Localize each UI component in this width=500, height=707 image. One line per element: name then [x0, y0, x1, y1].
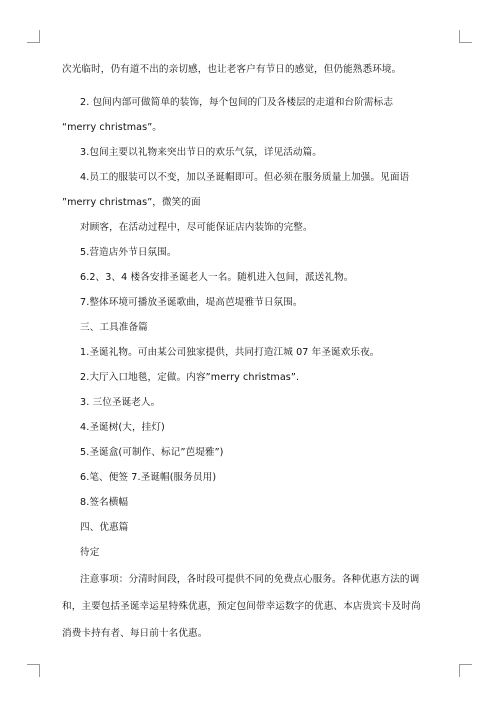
text-line: 1.圣诞礼物。可由某公司独家提供，共同打造江城 07 年圣诞欢乐夜。 [80, 347, 380, 358]
text-line: 消费卡持有者、每日前十名优惠。 [62, 628, 208, 639]
text-line: 6.笔、便签 7.圣诞帽(服务员用) [80, 472, 217, 483]
crop-mark-bottom-left [27, 664, 40, 677]
text-line: ”merry christmas”，微笑的面 [62, 197, 201, 208]
crop-mark-bottom-right [459, 664, 472, 677]
crop-mark-top-right [459, 30, 472, 43]
text-line: 待定 [80, 547, 100, 558]
text-line: 8.签名横幅 [80, 497, 129, 508]
text-line: 2. 包间内部可做简单的装饰，每个包间的门及各楼层的走道和台阶需标志 [80, 97, 394, 108]
text-line: 3. 三位圣诞老人。 [80, 397, 161, 408]
section-heading: 四、优惠篇 [80, 522, 129, 533]
text-line: 6.2、3、4 楼各安排圣诞老人一名。随机进入包间，派送礼物。 [80, 272, 354, 283]
text-line: 4.员工的服装可以不变，加以圣诞帽即可。但必须在服务质量上加强。见面语 [80, 172, 410, 183]
text-line: “merry christmas”。 [62, 122, 162, 133]
text-line: 5.营造店外节日氛围。 [80, 247, 177, 258]
text-line: 注意事项：分清时间段，各时段可提供不同的免费点心服务。各种优惠方法的调 [80, 574, 420, 585]
text-line: 和，主要包括圣诞幸运星特殊优惠，预定包间带幸运数字的优惠、本店贵宾卡及时尚 [62, 601, 421, 612]
text-line: 对顾客，在活动过程中，尽可能保证店内装饰的完整。 [80, 222, 313, 233]
text-line: 次光临时，仍有道不出的亲切感，也让老客户有节日的感觉，但仍能熟悉环境。 [62, 64, 402, 75]
text-line: 2.大厅入口地毯，定做。内容”merry christmas”. [80, 372, 300, 383]
crop-mark-top-left [27, 30, 40, 43]
text-line: 3.包间主要以礼物来突出节日的欢乐气氛，详见活动篇。 [80, 147, 323, 158]
section-heading: 三、工具准备篇 [80, 322, 148, 333]
text-line: 5.圣诞盒(可制作、标记”芭堤雅”) [80, 447, 224, 458]
text-line: 4.圣诞树(大，挂灯) [80, 422, 165, 433]
text-line: 7.整体环境可播放圣诞歌曲，堤高芭堤雅节日氛围。 [80, 297, 303, 308]
